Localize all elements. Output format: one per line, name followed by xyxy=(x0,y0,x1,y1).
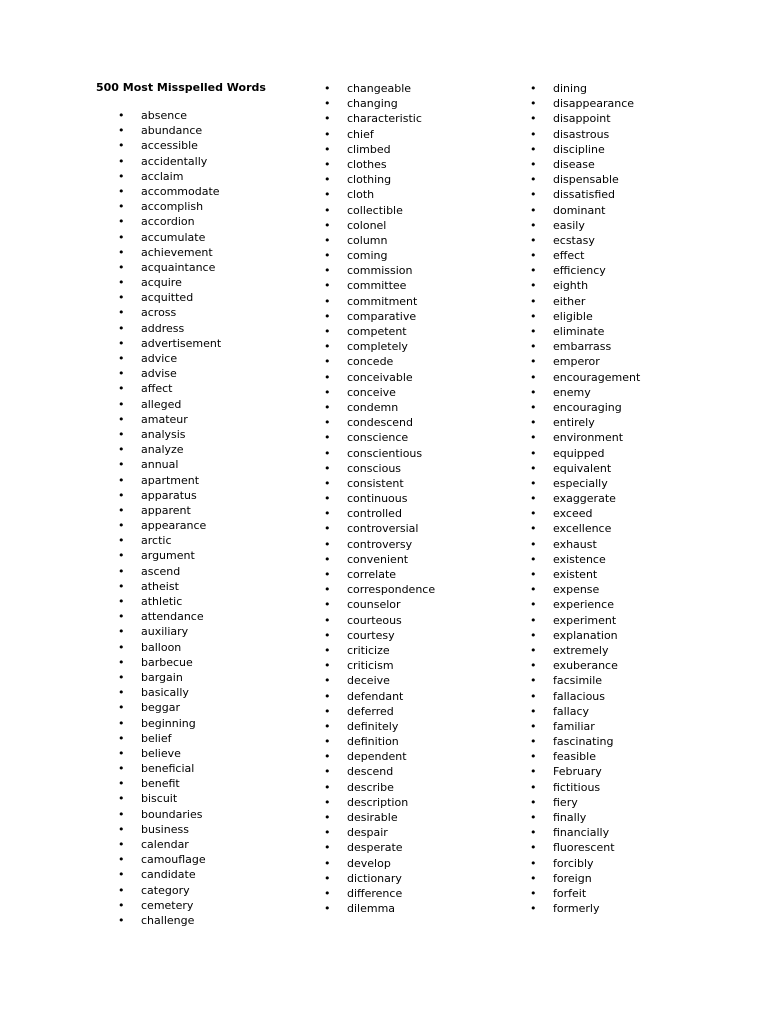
word-list-item: • February xyxy=(553,764,640,779)
word-list-item: • existence xyxy=(553,552,640,567)
word-list-item: • accordion xyxy=(141,214,221,229)
word-list-item: • exuberance xyxy=(553,658,640,673)
word-list-column-2 xyxy=(347,81,435,916)
word-list-item: • familiar xyxy=(553,719,640,734)
word-list-item: • chief xyxy=(347,127,435,142)
word-list-item: • clothing xyxy=(347,172,435,187)
word-list-item: • extremely xyxy=(553,643,640,658)
word-list-item: • atheist xyxy=(141,579,221,594)
word-list-item: • coming xyxy=(347,248,435,263)
word-list-item: • deferred xyxy=(347,704,435,719)
word-list-item: • discipline xyxy=(553,142,640,157)
word-list-item: • convenient xyxy=(347,552,435,567)
word-list-item: • acquaintance xyxy=(141,260,221,275)
word-list-item: • column xyxy=(347,233,435,248)
word-list-item: • acquitted xyxy=(141,290,221,305)
word-list-item: • clothes xyxy=(347,157,435,172)
word-list-item: • eligible xyxy=(553,309,640,324)
word-list-item: • calendar xyxy=(141,837,221,852)
word-list-item: • consistent xyxy=(347,476,435,491)
word-list-item: • easily xyxy=(553,218,640,233)
word-list-item: • controversial xyxy=(347,521,435,536)
word-list-item: • belief xyxy=(141,731,221,746)
word-list-item: • encouragement xyxy=(553,370,640,385)
word-list-item: • amateur xyxy=(141,412,221,427)
word-list-item: • climbed xyxy=(347,142,435,157)
word-list-item: • fictitious xyxy=(553,780,640,795)
word-list-item: • criticism xyxy=(347,658,435,673)
word-list-item: • existent xyxy=(553,567,640,582)
word-list-item: • attendance xyxy=(141,609,221,624)
word-list-item: • eliminate xyxy=(553,324,640,339)
word-list-item: • definitely xyxy=(347,719,435,734)
word-list-item: • barbecue xyxy=(141,655,221,670)
word-list-item: • deceive xyxy=(347,673,435,688)
word-list-item: • environment xyxy=(553,430,640,445)
word-list-item: • conceive xyxy=(347,385,435,400)
word-list-item: • accumulate xyxy=(141,230,221,245)
word-list-item: • condemn xyxy=(347,400,435,415)
word-list-item: • criticize xyxy=(347,643,435,658)
word-list-item: • forcibly xyxy=(553,856,640,871)
word-list-item: • auxiliary xyxy=(141,624,221,639)
word-list-item: • committee xyxy=(347,278,435,293)
word-list-item: • annual xyxy=(141,457,221,472)
word-list-item: • correlate xyxy=(347,567,435,582)
word-list-item: • explanation xyxy=(553,628,640,643)
word-list-item: • acquire xyxy=(141,275,221,290)
word-list-item: • exaggerate xyxy=(553,491,640,506)
word-list-item: • affect xyxy=(141,381,221,396)
word-list-item: • cemetery xyxy=(141,898,221,913)
word-list-item: • candidate xyxy=(141,867,221,882)
word-list-item: • definition xyxy=(347,734,435,749)
word-list-item: • commission xyxy=(347,263,435,278)
word-list-item: • courtesy xyxy=(347,628,435,643)
word-list-item: • absence xyxy=(141,108,221,123)
word-list-item: • collectible xyxy=(347,203,435,218)
word-list-item: • acclaim xyxy=(141,169,221,184)
word-list-item: • changeable xyxy=(347,81,435,96)
word-list-item: • ascend xyxy=(141,564,221,579)
word-list-item: • advise xyxy=(141,366,221,381)
word-list-item: • completely xyxy=(347,339,435,354)
word-list-item: • believe xyxy=(141,746,221,761)
word-list-item: • formerly xyxy=(553,901,640,916)
word-list-item: • dilemma xyxy=(347,901,435,916)
word-list-item: • desirable xyxy=(347,810,435,825)
word-list-item: • financially xyxy=(553,825,640,840)
word-list-item: • exceed xyxy=(553,506,640,521)
word-list-item: • eighth xyxy=(553,278,640,293)
word-list-item: • equipped xyxy=(553,446,640,461)
word-list-item: • controversy xyxy=(347,537,435,552)
word-list-item: • fallacious xyxy=(553,689,640,704)
word-list-item: • biscuit xyxy=(141,791,221,806)
word-list-item: • dispensable xyxy=(553,172,640,187)
word-list-item: • abundance xyxy=(141,123,221,138)
word-list-item: • cloth xyxy=(347,187,435,202)
word-list-item: • conscious xyxy=(347,461,435,476)
word-list-item: • describe xyxy=(347,780,435,795)
word-list-item: • argument xyxy=(141,548,221,563)
word-list-item: • apparent xyxy=(141,503,221,518)
word-list-item: • exhaust xyxy=(553,537,640,552)
word-list-item: • dictionary xyxy=(347,871,435,886)
word-list-item: • conceivable xyxy=(347,370,435,385)
word-list-item: • experiment xyxy=(553,613,640,628)
word-list-item: • descend xyxy=(347,764,435,779)
word-list-item: • boundaries xyxy=(141,807,221,822)
word-list-item: • business xyxy=(141,822,221,837)
word-list-item: • forfeit xyxy=(553,886,640,901)
word-list-item: • benefit xyxy=(141,776,221,791)
word-list-item: • address xyxy=(141,321,221,336)
word-list-item: • disease xyxy=(553,157,640,172)
word-list-item: • appearance xyxy=(141,518,221,533)
word-list-item: • alleged xyxy=(141,397,221,412)
word-list-item: • fiery xyxy=(553,795,640,810)
word-list-item: • beneficial xyxy=(141,761,221,776)
word-list-item: • achievement xyxy=(141,245,221,260)
word-list-item: • arctic xyxy=(141,533,221,548)
word-list-item: • competent xyxy=(347,324,435,339)
word-list-item: • conscientious xyxy=(347,446,435,461)
word-list-item: • description xyxy=(347,795,435,810)
word-list-item: • advertisement xyxy=(141,336,221,351)
word-list-item: • foreign xyxy=(553,871,640,886)
word-list-column-3 xyxy=(553,81,640,916)
word-list-item: • efficiency xyxy=(553,263,640,278)
word-list-item: • disappoint xyxy=(553,111,640,126)
word-list-item: • facsimile xyxy=(553,673,640,688)
word-list-item: • experience xyxy=(553,597,640,612)
word-list-item: • concede xyxy=(347,354,435,369)
word-list-item: • despair xyxy=(347,825,435,840)
word-list-item: • comparative xyxy=(347,309,435,324)
word-list-item: • emperor xyxy=(553,354,640,369)
word-list-item: • camouflage xyxy=(141,852,221,867)
word-list-item: • correspondence xyxy=(347,582,435,597)
word-list-item: • encouraging xyxy=(553,400,640,415)
word-list-item: • dissatisfied xyxy=(553,187,640,202)
word-list-item: • counselor xyxy=(347,597,435,612)
word-list-item: • fascinating xyxy=(553,734,640,749)
word-list-item: • excellence xyxy=(553,521,640,536)
word-list-item: • develop xyxy=(347,856,435,871)
word-list-item: • accessible xyxy=(141,138,221,153)
word-list-item: • disappearance xyxy=(553,96,640,111)
word-list-item: • accidentally xyxy=(141,154,221,169)
word-list-item: • accomplish xyxy=(141,199,221,214)
word-list-item: • analysis xyxy=(141,427,221,442)
word-list-item: • either xyxy=(553,294,640,309)
word-list-item: • condescend xyxy=(347,415,435,430)
word-list-item: • entirely xyxy=(553,415,640,430)
word-list-item: • accommodate xyxy=(141,184,221,199)
word-list-column-1 xyxy=(141,108,221,928)
word-list-item: • characteristic xyxy=(347,111,435,126)
word-list-item: • defendant xyxy=(347,689,435,704)
word-list-item: • colonel xyxy=(347,218,435,233)
word-list-item: • enemy xyxy=(553,385,640,400)
word-list-item: • equivalent xyxy=(553,461,640,476)
word-list-item: • fallacy xyxy=(553,704,640,719)
word-list-item: • fluorescent xyxy=(553,840,640,855)
word-list-item: • apartment xyxy=(141,473,221,488)
word-list-item: • disastrous xyxy=(553,127,640,142)
word-list-item: • bargain xyxy=(141,670,221,685)
word-list-item: • ecstasy xyxy=(553,233,640,248)
word-list-item: • especially xyxy=(553,476,640,491)
document-title: 500 Most Misspelled Words xyxy=(96,81,266,94)
word-list-item: • courteous xyxy=(347,613,435,628)
word-list-item: • athletic xyxy=(141,594,221,609)
word-list-item: • dining xyxy=(553,81,640,96)
word-list-item: • commitment xyxy=(347,294,435,309)
word-list-item: • basically xyxy=(141,685,221,700)
word-list-item: • analyze xyxy=(141,442,221,457)
word-list-item: • beginning xyxy=(141,716,221,731)
word-list-item: • advice xyxy=(141,351,221,366)
word-list-item: • category xyxy=(141,883,221,898)
word-list-item: • continuous xyxy=(347,491,435,506)
word-list-item: • finally xyxy=(553,810,640,825)
word-list-item: • dependent xyxy=(347,749,435,764)
word-list-item: • beggar xyxy=(141,700,221,715)
word-list-item: • conscience xyxy=(347,430,435,445)
word-list-item: • apparatus xyxy=(141,488,221,503)
word-list-item: • across xyxy=(141,305,221,320)
word-list-item: • dominant xyxy=(553,203,640,218)
word-list-item: • desperate xyxy=(347,840,435,855)
word-list-item: • difference xyxy=(347,886,435,901)
word-list-item: • effect xyxy=(553,248,640,263)
word-list-item: • embarrass xyxy=(553,339,640,354)
word-list-item: • challenge xyxy=(141,913,221,928)
word-list-item: • expense xyxy=(553,582,640,597)
word-list-item: • feasible xyxy=(553,749,640,764)
word-list-item: • controlled xyxy=(347,506,435,521)
word-list-item: • changing xyxy=(347,96,435,111)
word-list-item: • balloon xyxy=(141,640,221,655)
